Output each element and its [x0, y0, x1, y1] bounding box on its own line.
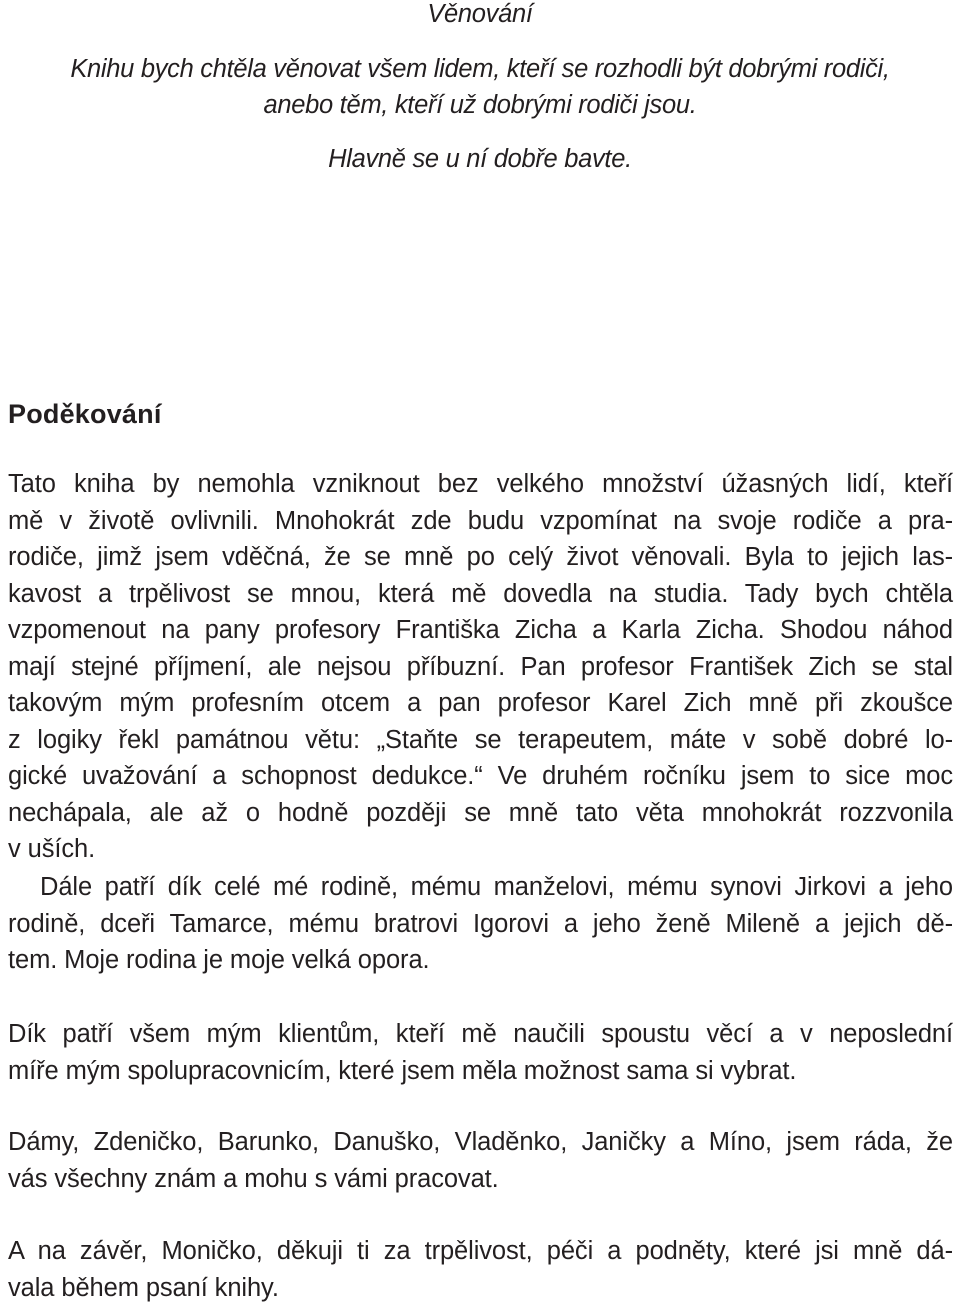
text-line: Tato kniha by nemohla vzniknout bez velkého množství úžasných lidí, kteří — [8, 470, 953, 498]
acknowledgements-paragraph — [8, 1124, 953, 1197]
acknowledgements-heading: Poděkování — [8, 399, 162, 429]
text-line: rodiče, jimž jsem vděčná, že se mně po celý život věnovali. Byla to jejich las- — [8, 543, 953, 571]
text-line: vala během psaní knihy. — [8, 1273, 279, 1302]
text-line: kavost a trpělivost se mnou, která mě dovedla na studia. Tady bych chtěla — [8, 579, 953, 608]
text-line: z logiky řekl památnou větu: „Staňte se terapeutem, máte v sobě dobré lo- — [8, 725, 953, 754]
text-line: míře mým spolupracovnicím, které jsem měla možnost sama si vybrat. — [8, 1056, 797, 1085]
dedication-title: Věnování — [427, 0, 533, 28]
acknowledgements-paragraph — [8, 869, 953, 979]
text-line: nechápala, ale až o hodně později se mně tato věta mnohokrát rozzvonila — [8, 798, 953, 827]
acknowledgements-paragraph — [8, 1016, 953, 1089]
dedication-line: Knihu bych chtěla věnovat všem lidem, kteří se rozhodli být dobrými rodiči, — [70, 55, 890, 83]
dedication-line: anebo těm, kteří už dobrými rodiči jsou. — [263, 91, 697, 119]
dedication-closing: Hlavně se u ní dobře bavte. — [328, 145, 632, 173]
text-line: tem. Moje rodina je moje velká opora. — [8, 946, 430, 974]
text-line: mě v životě ovlivnili. Mnohokrát zde budu vzpomínat na svoje rodiče a pra- — [8, 506, 953, 535]
text-line: Dále patří dík celé mé rodině, mému manželovi, mému synovi Jirkovi a jeho — [40, 873, 953, 901]
text-line: rodině, dceři Tamarce, mému bratrovi Igorovi a jeho ženě Mileně a jejich dě- — [8, 909, 953, 938]
acknowledgements-paragraph — [8, 1233, 953, 1306]
text-line: Dík patří všem mým klientům, kteří mě naučili spoustu věcí a v neposlední — [8, 1020, 953, 1048]
text-line: A na závěr, Moničko, děkuji ti za trpělivost, péči a podněty, které jsi mně dá- — [8, 1237, 953, 1265]
acknowledgements-paragraph — [8, 466, 953, 868]
text-line: vás všechny znám a mohu s vámi pracovat. — [8, 1164, 499, 1193]
dedication-text — [0, 51, 960, 123]
text-line: gické uvažování a schopnost dedukce.“ Ve druhém ročníku jsem to sice moc — [8, 762, 953, 790]
text-line: mají stejné příjmení, ale nejsou příbuzní. Pan profesor František Zich se stal — [8, 652, 953, 681]
text-line: vzpomenout na pany profesory Františka Zicha a Karla Zicha. Shodou náhod — [8, 616, 953, 644]
text-line: takovým mým profesním otcem a pan profesor Karel Zich mně při zkoušce — [8, 689, 953, 717]
text-line: Dámy, Zdeničko, Barunko, Danuško, Vladěnko, Janičky a Míno, jsem ráda, že — [8, 1128, 953, 1156]
text-line: v uších. — [8, 835, 96, 863]
